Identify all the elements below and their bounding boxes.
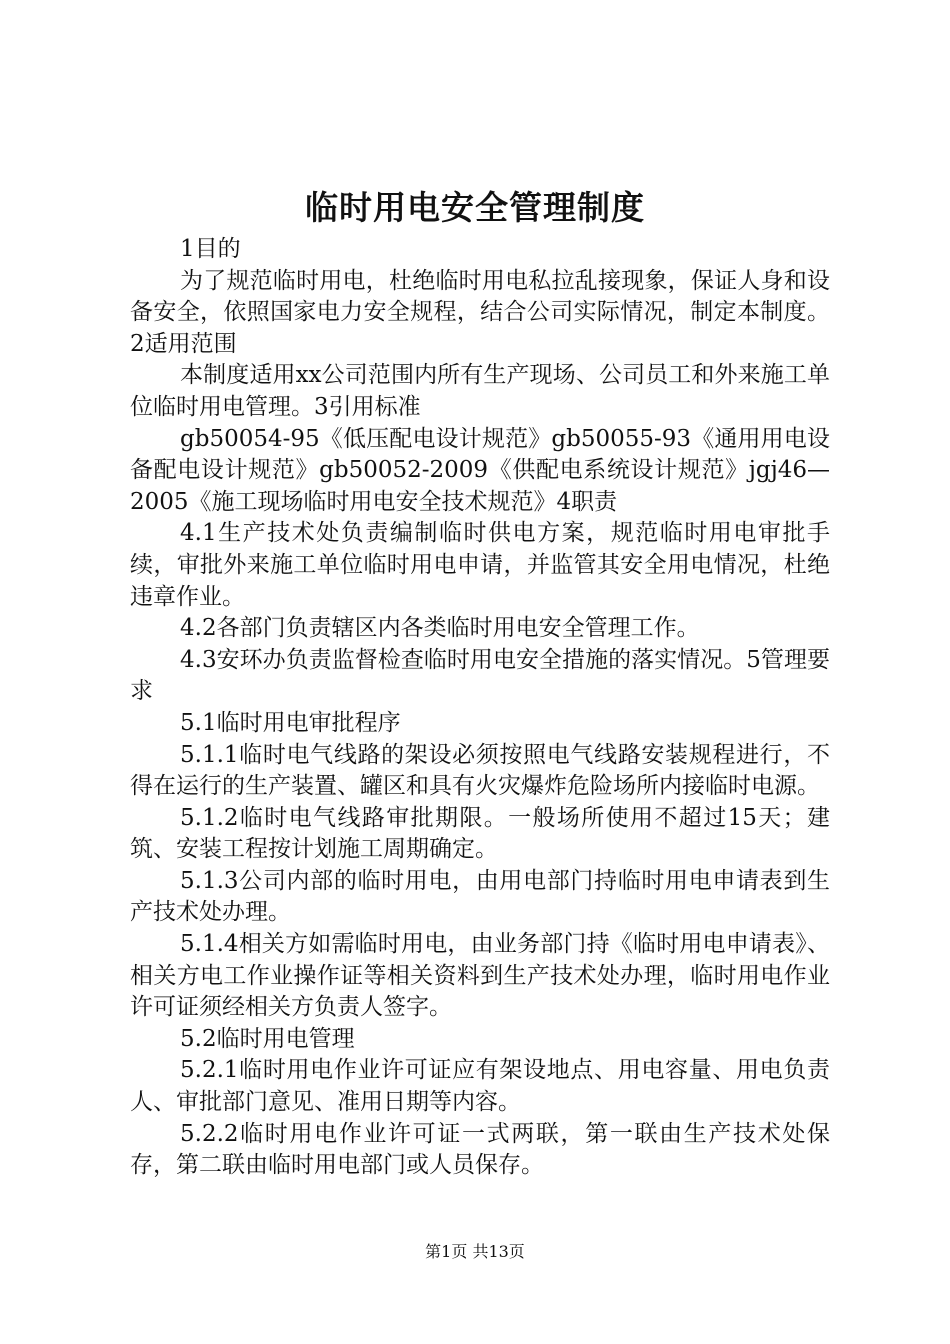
paragraph-11: 5.1.3公司内部的临时用电，由用电部门持临时用电申请表到生产技术处办理。	[130, 867, 830, 926]
paragraph-14: 5.2.1临时用电作业许可证应有架设地点、用电容量、用电负责人、审批部门意见、准用日期等内容。	[130, 1057, 830, 1116]
paragraph-5: 4.1生产技术处负责编制临时供电方案，规范临时用电审批手续，审批外来施工单位临时用电申请，并监管其安全用电情况，杜绝违章作业。	[130, 520, 830, 610]
paragraph-13: 5.2临时用电管理	[180, 1025, 355, 1052]
document-body	[130, 234, 830, 1182]
paragraph-10: 5.1.2临时电气线路审批期限。一般场所使用不超过15天；建筑、安装工程按计划施工周期确定。	[130, 804, 830, 863]
paragraph-15: 5.2.2临时用电作业许可证一式两联，第一联由生产技术处保存，第二联由临时用电部门或人员保存。	[130, 1120, 830, 1179]
paragraph-7: 4.3安环办负责监督检查临时用电安全措施的落实情况。5管理要求	[130, 646, 830, 705]
paragraph-4: gb50054-95《低压配电设计规范》gb50055-93《通用用电设备配电设计规范》gb50052-2009《供配电系统设计规范》jgj46—2005《施工现场临时用电安全技术规范》4职责	[130, 425, 830, 515]
paragraph-8: 5.1临时用电审批程序	[180, 709, 401, 736]
page-footer: 第1页 共13页	[425, 1242, 525, 1261]
paragraph-9: 5.1.1临时电气线路的架设必须按照电气线路安装规程进行，不得在运行的生产装置、罐区和具有火灾爆炸危险场所内接临时电源。	[130, 741, 830, 800]
paragraph-2: 为了规范临时用电，杜绝临时用电私拉乱接现象，保证人身和设备安全，依照国家电力安全规程，结合公司实际情况，制定本制度。2适用范围	[130, 267, 830, 357]
paragraph-3: 本制度适用xx公司范围内所有生产现场、公司员工和外来施工单位临时用电管理。3引用标准	[130, 362, 830, 420]
paragraph-1: 1目的	[180, 236, 241, 262]
paragraph-12: 5.1.4相关方如需临时用电，由业务部门持《临时用电申请表》、相关方电工作业操作证等相关资料到生产技术处办理，临时用电作业许可证须经相关方负责人签字。	[130, 931, 830, 1021]
paragraph-6: 4.2各部门负责辖区内各类临时用电安全管理工作。	[180, 615, 700, 642]
document-title: 临时用电安全管理制度	[305, 188, 645, 227]
